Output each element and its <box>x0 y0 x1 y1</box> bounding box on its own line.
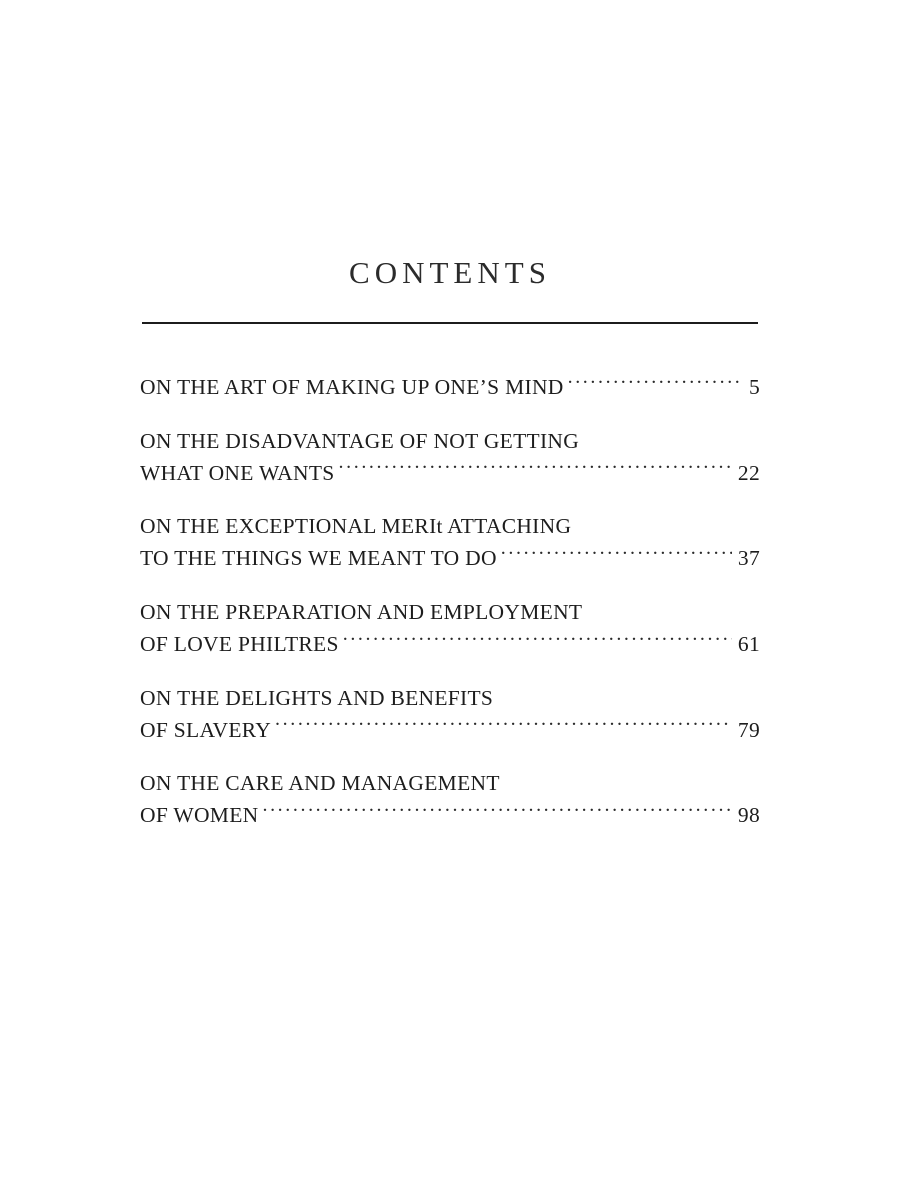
toc-entry[interactable] <box>140 597 760 661</box>
toc-page-number: 98 <box>737 803 760 828</box>
dot-leader <box>275 715 732 737</box>
toc-page-number: 61 <box>737 631 760 656</box>
toc-entry-title-cont: TO THE THINGS WE MEANT TO DO <box>140 546 497 571</box>
toc-page-number: 22 <box>737 460 760 485</box>
page-title: CONTENTS <box>349 255 551 290</box>
toc-entry-title: ON THE DELIGHTS AND BENEFITS <box>140 685 494 710</box>
toc-entry-title-cont: OF SLAVERY <box>140 717 272 742</box>
dot-leader <box>501 544 732 566</box>
dot-leader <box>262 801 731 823</box>
toc-entry-title-cont: WHAT ONE WANTS <box>140 460 335 485</box>
table-of-contents-list <box>140 372 760 854</box>
toc-entry[interactable] <box>140 372 760 404</box>
toc-entry[interactable] <box>140 511 760 575</box>
toc-entry[interactable] <box>140 683 760 747</box>
toc-entry-title-cont: OF WOMEN <box>140 803 259 828</box>
dot-leader <box>343 629 732 651</box>
toc-page-number: 79 <box>737 717 760 742</box>
toc-entry-title: ON THE EXCEPTIONAL MERIt ATTACHING <box>140 514 572 539</box>
dot-leader <box>568 373 743 395</box>
toc-entry-title: ON THE CARE AND MANAGEMENT <box>140 771 500 796</box>
title-divider <box>142 322 758 324</box>
toc-page-number: 5 <box>748 375 760 399</box>
dot-leader <box>339 458 732 480</box>
toc-entry-title: ON THE DISADVANTAGE OF NOT GETTING <box>140 428 580 453</box>
toc-entry-title-cont: OF LOVE PHILTRES <box>140 631 339 656</box>
toc-entry-title: ON THE PREPARATION AND EMPLOYMENT <box>140 600 583 625</box>
toc-entry[interactable] <box>140 768 760 832</box>
toc-page-number: 37 <box>737 546 760 571</box>
toc-entry-title: ON THE ART OF MAKING UP ONE’S MIND <box>140 375 564 399</box>
toc-entry[interactable] <box>140 426 760 490</box>
